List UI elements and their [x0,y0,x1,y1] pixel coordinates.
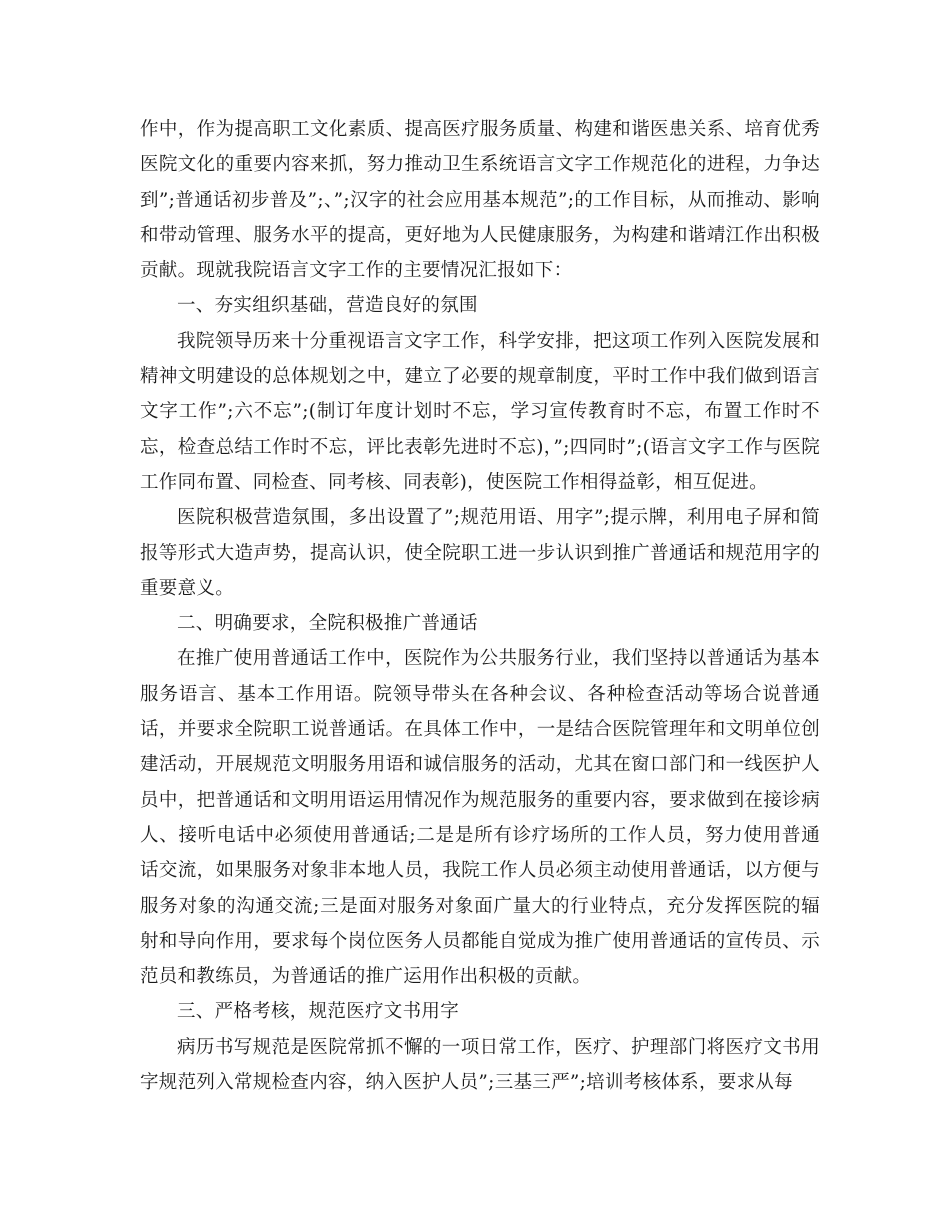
section-heading-3: 三、严格考核，规范医疗文书用字 [177,1001,460,1023]
paragraph-section-1-b: 医院积极营造氛围，多出设置了”;规范用语、用字”;提示牌，利用电子屏和简报等形式大造声势，提高认识，使全院职工进一步认识到推广普通话和规范用字的重要意义。 [140,507,820,599]
section-heading-2: 二、明确要求，全院积极推广普通话 [177,613,478,635]
paragraph-section-1-a: 我院领导历来十分重视语言文字工作，科学安排，把这项工作列入医院发展和精神文明建设的总体规划之中，建立了必要的规章制度，平时工作中我们做到语言文字工作”;六不忘”;(制订年度计划时不忘，学习宣传教育时不忘，布置工作时不忘，检查总结工作时不忘，评比表彰先进时不忘)，”;四同时”;(语言文字工作与医院工作同布置、同检查、同考核、同表彰)，使医院工作相得益彰，相互促进。 [140,330,820,493]
section-heading-1: 一、夯实组织基础，营造良好的氛围 [177,295,478,317]
document-body [140,112,820,1100]
paragraph-section-3: 病历书写规范是医院常抓不懈的一项日常工作，医疗、护理部门将医疗文书用字规范列入常规检查内容，纳入医护人员”;三基三严”;培训考核体系，要求从每 [140,1036,820,1094]
paragraph-intro: 作中，作为提高职工文化素质、提高医疗服务质量、构建和谐医患关系、培育优秀医院文化的重要内容来抓，努力推动卫生系统语言文字工作规范化的进程，力争达到”;普通话初步普及”;、”;汉字的社会应用基本规范”;的工作目标，从而推动、影响和带动管理、服务水平的提高，更好地为人民健康服务，为构建和谐靖江作出积极贡献。现就我院语言文字工作的主要情况汇报如下： [140,119,820,282]
paragraph-section-2: 在推广使用普通话工作中，医院作为公共服务行业，我们坚持以普通话为基本服务语言、基本工作用语。院领导带头在各种会议、各种检查活动等场合说普通话，并要求全院职工说普通话。在具体工作中，一是结合医院管理年和文明单位创建活动，开展规范文明服务用语和诚信服务的活动，尤其在窗口部门和一线医护人员中，把普通话和文明用语运用情况作为规范服务的重要内容，要求做到在接诊病人、接听电话中必须使用普通话;二是是所有诊疗场所的工作人员，努力使用普通话交流，如果服务对象非本地人员，我院工作人员必须主动使用普通话，以方便与服务对象的沟通交流;三是面对服务对象面广量大的行业特点，充分发挥医院的辐射和导向作用，要求每个岗位医务人员都能自觉成为推广使用普通话的宣传员、示范员和教练员，为普通话的推广运用作出积极的贡献。 [140,648,820,988]
